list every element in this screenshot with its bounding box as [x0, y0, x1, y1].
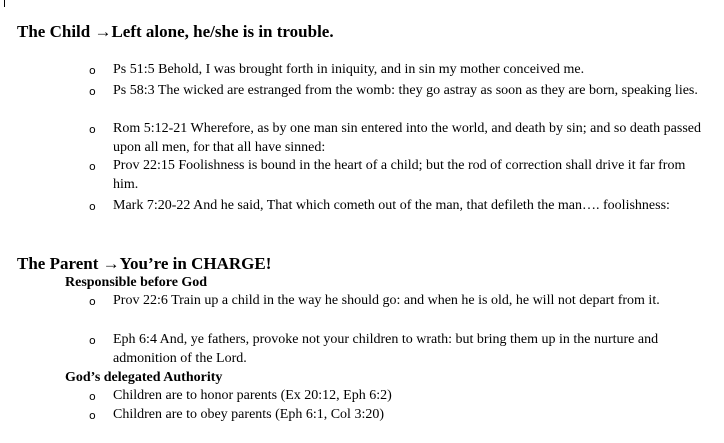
bullet-icon: o — [89, 334, 96, 347]
subheading-responsible: Responsible before God — [65, 275, 208, 290]
list-item — [89, 61, 709, 80]
bullet-icon: o — [89, 123, 96, 136]
list-item-text: Mark 7:20-22 And he said, That which cometh out of the man, that defileth the man…. foolishness: — [113, 198, 670, 213]
bullet-icon: o — [89, 160, 96, 173]
list-item-text: Eph 6:4 And, ye fathers, provoke not your children to wrath: but bring them up in the nurture and admonition of the Lord. — [113, 332, 659, 366]
text-cursor-mark — [4, 0, 5, 7]
list-item-text: Prov 22:15 Foolishness is bound in the heart of a child; but the rod of correction shall drive it far from him. — [113, 158, 686, 192]
bullet-icon: o — [89, 409, 96, 422]
list-item — [89, 406, 709, 425]
list-item — [89, 82, 709, 101]
section-heading-child: The Child →Left alone, he/she is in trouble. — [17, 22, 334, 41]
list-item-text: Children are to obey parents (Eph 6:1, Col 3:20) — [113, 407, 384, 422]
bullet-icon: o — [89, 200, 96, 213]
list-item — [89, 157, 709, 194]
subheading-authority: God’s delegated Authority — [65, 370, 223, 385]
list-item-text: Children are to honor parents (Ex 20:12, Eph 6:2) — [113, 388, 392, 403]
bullet-icon: o — [89, 85, 96, 98]
list-item — [89, 292, 709, 311]
list-item-text: Rom 5:12-21 Wherefore, as by one man sin entered into the world, and death by sin; and so death passed upon all men, for that all have sinned: — [113, 121, 701, 155]
bullet-icon: o — [89, 390, 96, 403]
section-heading-parent: The Parent →You’re in CHARGE! — [17, 254, 272, 273]
list-item — [89, 197, 709, 216]
list-item — [89, 331, 709, 368]
list-item-text: Prov 22:6 Train up a child in the way he should go: and when he is old, he will not depart from it. — [113, 293, 660, 308]
bullet-icon: o — [89, 64, 96, 77]
bullet-icon: o — [89, 295, 96, 308]
list-item — [89, 120, 709, 157]
list-item-text: Ps 51:5 Behold, I was brought forth in iniquity, and in sin my mother conceived me. — [113, 62, 585, 77]
list-item — [89, 387, 709, 406]
list-item-text: Ps 58:3 The wicked are estranged from the womb: they go astray as soon as they are born, speaking lies. — [113, 83, 698, 98]
